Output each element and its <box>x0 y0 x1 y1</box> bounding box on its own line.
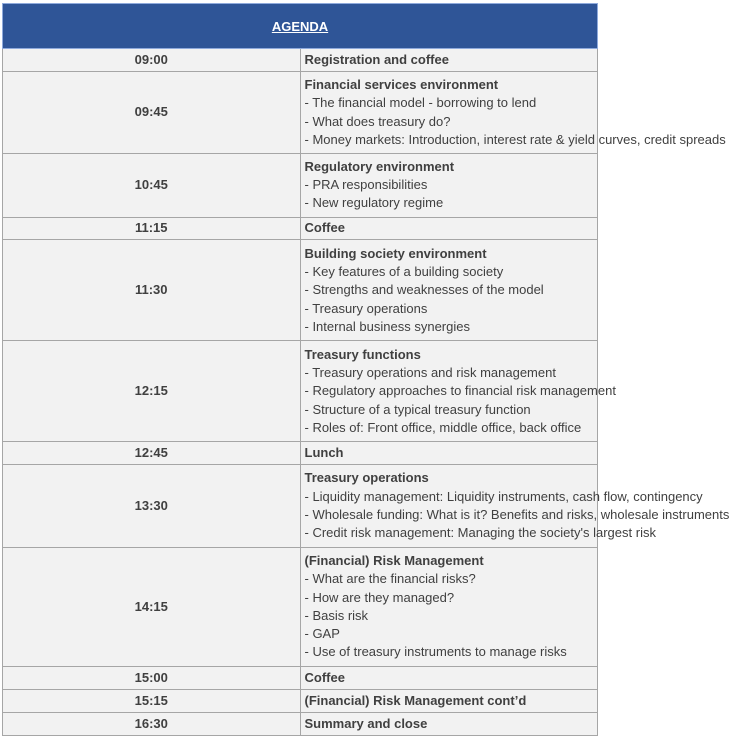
session-title: Coffee <box>304 220 345 236</box>
session-title: Coffee <box>304 670 345 686</box>
session-item: - PRA responsibilities <box>304 177 428 193</box>
session-item: - Roles of: Front office, middle office, back office <box>304 419 582 435</box>
session-row <box>3 341 598 442</box>
session-item: - New regulatory regime <box>304 195 444 211</box>
session-row <box>3 71 598 153</box>
session-title: Treasury operations <box>304 470 429 486</box>
session-time: 09:45 <box>3 71 301 153</box>
session-row <box>3 442 598 465</box>
session-row <box>3 49 598 72</box>
session-row <box>3 712 598 735</box>
session-title: Summary and close <box>304 715 428 731</box>
session-details <box>300 217 598 240</box>
agenda-heading: AGENDA <box>271 18 329 34</box>
session-time: 15:00 <box>3 667 301 690</box>
session-details <box>300 667 598 690</box>
session-time: 16:30 <box>3 712 301 735</box>
session-details <box>300 341 616 442</box>
session-time: 12:45 <box>3 442 301 465</box>
session-row <box>3 465 598 547</box>
session-item: - Key features of a building society <box>304 264 504 280</box>
session-title: (Financial) Risk Management cont’d <box>304 692 527 708</box>
session-item: - Internal business synergies <box>304 318 470 334</box>
session-time: 14:15 <box>3 547 301 667</box>
session-item: - GAP <box>304 626 340 642</box>
session-time: 13:30 <box>3 465 301 547</box>
session-time: 09:00 <box>3 49 301 72</box>
session-time: 11:30 <box>3 240 301 341</box>
session-title: Treasury functions <box>304 346 421 362</box>
agenda-header <box>3 4 598 49</box>
session-item: - Strengths and weaknesses of the model <box>304 282 544 298</box>
session-item: - Use of treasury instruments to manage risks <box>304 644 567 660</box>
session-row <box>3 690 598 713</box>
session-details <box>300 49 598 72</box>
session-title: Regulatory environment <box>304 159 455 175</box>
session-row <box>3 154 598 217</box>
session-details <box>300 690 598 713</box>
session-item: - Basis risk <box>304 607 369 623</box>
session-item: - Treasury operations <box>304 300 428 316</box>
session-item: - Wholesale funding: What is it? Benefits and risks, wholesale instruments <box>304 506 729 522</box>
session-item: - The financial model - borrowing to lend <box>304 95 537 111</box>
agenda-table <box>2 3 729 736</box>
session-time: 11:15 <box>3 217 301 240</box>
session-details <box>300 240 598 341</box>
session-row <box>3 667 598 690</box>
session-item: - Liquidity management: Liquidity instruments, cash flow, contingency <box>304 488 703 504</box>
session-row <box>3 217 598 240</box>
session-details <box>300 71 726 153</box>
session-time: 12:15 <box>3 341 301 442</box>
session-details <box>300 465 729 547</box>
session-item: - How are they managed? <box>304 589 455 605</box>
session-details <box>300 547 598 667</box>
session-item: - Structure of a typical treasury function <box>304 401 531 417</box>
session-row <box>3 547 598 667</box>
session-item: - Credit risk management: Managing the society's largest risk <box>304 525 656 541</box>
agenda-header-row <box>3 4 598 49</box>
session-details <box>300 154 598 217</box>
session-row <box>3 240 598 341</box>
session-title: Building society environment <box>304 245 487 261</box>
session-title: Financial services environment <box>304 77 499 93</box>
session-title: (Financial) Risk Management <box>304 553 484 569</box>
session-title: Registration and coffee <box>304 51 449 67</box>
session-details <box>300 442 598 465</box>
session-item: - What does treasury do? <box>304 113 451 129</box>
session-time: 15:15 <box>3 690 301 713</box>
session-title: Lunch <box>304 445 344 461</box>
session-item: - Regulatory approaches to financial risk management <box>304 383 616 399</box>
session-item: - Treasury operations and risk management <box>304 365 556 381</box>
session-time: 10:45 <box>3 154 301 217</box>
session-item: - Money markets: Introduction, interest rate & yield curves, credit spreads <box>304 131 726 147</box>
session-item: - What are the financial risks? <box>304 571 476 587</box>
session-details <box>300 712 598 735</box>
